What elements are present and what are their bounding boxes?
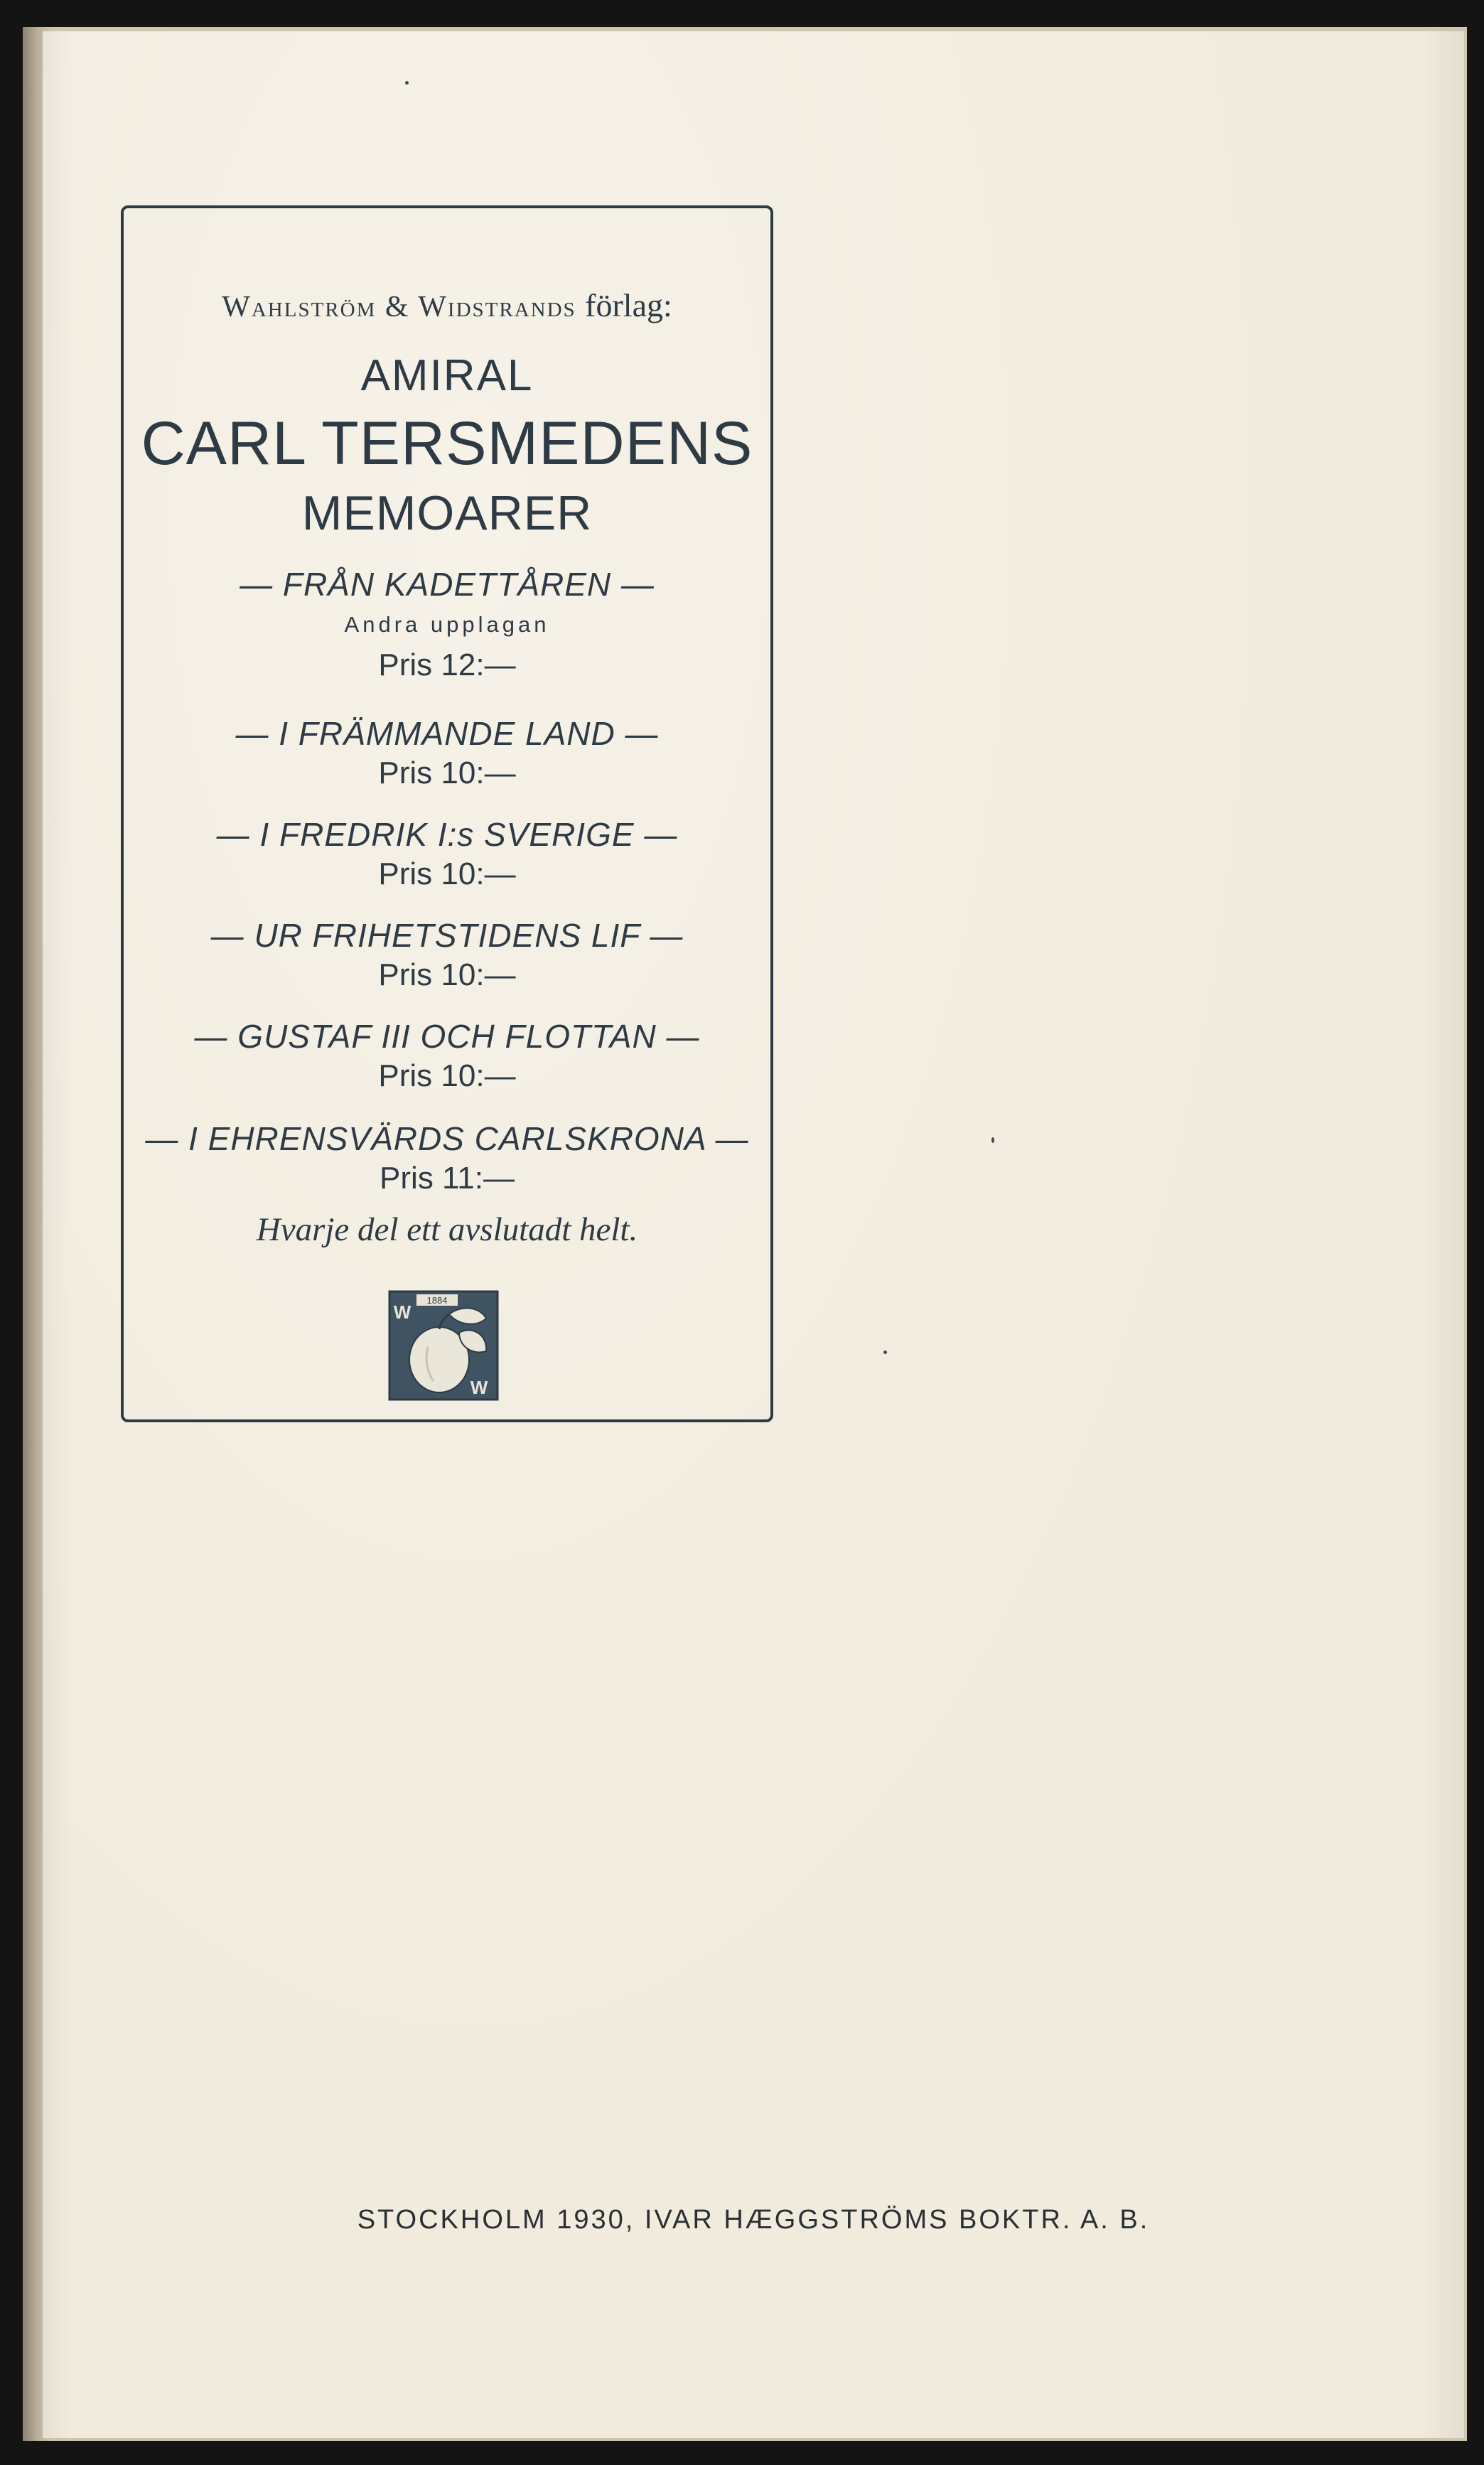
title-name: CARL TERSMEDENS [141,409,753,478]
volume-price: Pris 11:— [380,1161,515,1196]
volume-title: — FRÅN KADETTÅREN — [240,566,655,603]
publisher-line [124,286,770,324]
volume-edition-note: Andra upplagan [344,612,550,637]
printer-imprint: STOCKHOLM 1930, IVAR HÆGGSTRÖMS BOKTR. A. B. [357,2205,1150,2235]
volume-title: — UR FRIHETSTIDENS LIF — [210,917,684,954]
publisher-apple-emblem-icon [388,1290,499,1401]
volume-title: — GUSTAF III OCH FLOTTAN — [194,1018,700,1055]
book-page [43,31,1464,2438]
volume-price: Pris 10:— [378,957,516,992]
title-rank: AMIRAL [360,351,534,400]
volume-price: Pris 12:— [378,648,516,682]
volume-price: Pris 10:— [378,756,516,790]
volume-title: — I FRÄMMANDE LAND — [235,715,659,752]
paper-speck [405,81,409,85]
closing-note: Hvarje del ett avslutadt helt. [256,1211,638,1248]
paper-speck [883,1350,887,1354]
title-memoirs: MEMOARER [301,486,593,540]
volume-price: Pris 10:— [378,856,516,891]
volume-price: Pris 10:— [378,1058,516,1093]
volume-title: — I EHRENSVÄRDS CARLSKRONA — [145,1120,749,1157]
logo-letter-bottom: W [470,1377,488,1398]
volume-title: — I FREDRIK I:s SVERIGE — [216,816,678,853]
publisher-advertisement [121,205,773,1422]
logo-letter-top: W [393,1301,412,1323]
publisher-suffix: förlag: [585,287,672,323]
publisher-name: Wahlström & Widstrands [222,291,576,323]
paper-speck [991,1137,994,1143]
logo-year: 1884 [426,1295,448,1306]
